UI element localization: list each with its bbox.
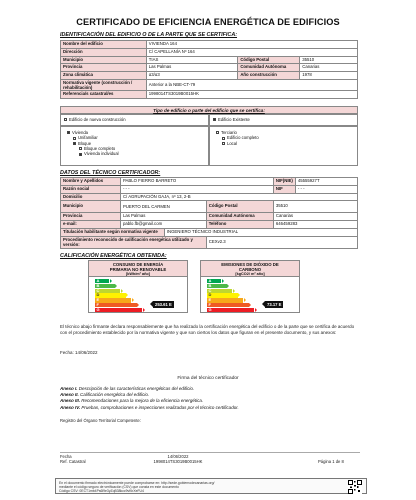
option-edificio-completo: Edificio completo [216, 135, 351, 140]
field-label: Comunidad Autónoma [238, 64, 300, 72]
declaration-text: El técnico abajo firmante declara responsablemente que ha realizado la certificación energética del edificio o de la parte que se certifica de acuerdo con el procedimiento establecido por la normativa vigente y que son ciertos los datos que figuran en el presente documento, y sus anexos: [60, 324, 355, 335]
table-row [61, 201, 358, 213]
table-row [61, 72, 358, 80]
field-value: - - - [120, 185, 273, 193]
field-label: Municipio [61, 56, 147, 64]
scale-bar-d: D [95, 293, 126, 297]
field-label: Domicilio [61, 193, 121, 201]
table-row [61, 79, 358, 90]
field-label: Teléfono [206, 221, 273, 229]
building-type-heading: Tipo de edificio o parte del edificio que se certifica: [60, 106, 358, 114]
residential-options [60, 126, 209, 166]
checkbox [73, 137, 76, 140]
qr-code-icon [348, 480, 362, 494]
energy-scale-bars [95, 279, 155, 313]
field-label: Titulación habilitante según normativa vigente [61, 228, 165, 236]
field-value: Canarias [300, 64, 358, 72]
csv-text: En el documento firmado electrónicamente puede comprobarse en: http://sede.gobiernodecanarias.org/ mediante el código seguro de verificación (CSV) que consta en este documento Código CSV: 0ECT1mb4Ps6l9e3yZqB38kcc9vKbXeFU4 [59, 480, 215, 494]
signature-label: Firma del técnico certificador [177, 376, 239, 381]
table-row [61, 221, 358, 229]
table-row [61, 56, 358, 64]
declaration-date: Fecha: 14/06/2022 [60, 350, 98, 355]
footer-divider [60, 452, 360, 453]
field-value: TIAS [146, 56, 238, 64]
energy-scale-header: CONSUMO DE ENERGÍA PRIMARIA NO RENOVABLE [kWh/m² año] [89, 261, 187, 277]
option-vivienda: Vivienda [67, 130, 202, 135]
field-value: PUERTO DEL CARMEN [120, 201, 206, 213]
footer-left: Fecha Ref. Catastral [60, 454, 86, 465]
field-value: PABLO FIERRO BARRETO [120, 178, 273, 186]
list-item: Anexo II. Calificación energética del edificio. [60, 392, 150, 398]
scale-bar-b: B [207, 284, 227, 288]
field-label: Provincia [61, 64, 147, 72]
list-item: Anexo I. Descripción de las características energéticas del edificio. [60, 386, 195, 391]
checkbox [222, 142, 225, 145]
field-label: Nombre del edificio [61, 41, 147, 49]
option-vivienda-individual: Vivienda individual [67, 151, 202, 156]
field-label: Referencia/s catastral/es [61, 90, 147, 98]
scale-bar-g: G [95, 308, 142, 312]
option-new-building [60, 114, 209, 126]
field-label: Año construcción [238, 72, 300, 80]
table-row [61, 90, 358, 98]
scale-bar-d: D [207, 293, 238, 297]
csv-verification-box [55, 478, 367, 494]
field-value: Canarias [273, 213, 357, 221]
field-label: Normativa vigente (construcción / rehabilitación) [61, 79, 147, 90]
co2-scale-header: EMISIONES DE DIÓXIDO DE CARBONO [kgCO2/ m² año] [201, 261, 299, 277]
field-label: Código Postal [238, 56, 300, 64]
field-value: C/ CAPELLANÍA Nº 164 [146, 48, 357, 56]
checkbox [79, 147, 82, 150]
field-value: 35510 [300, 56, 358, 64]
co2-rating-indicator: 73.17 E [267, 302, 282, 307]
field-label: Municipio [61, 201, 121, 213]
field-value: 35510 [273, 201, 357, 213]
checkbox [222, 137, 225, 140]
table-row [61, 228, 358, 236]
table-row [61, 64, 358, 72]
field-label: e-mail: [61, 221, 121, 229]
table-row [61, 48, 358, 56]
table-row [61, 178, 358, 186]
scale-bar-c: C [95, 289, 120, 293]
scale-bar-e: E [95, 298, 131, 302]
registry-label: Registro del Órgano Territorial Competente: [60, 418, 141, 423]
identification-table [60, 40, 358, 99]
option-existing-building [209, 114, 358, 126]
checkbox-checked [67, 131, 70, 134]
section-calificacion-heading: CALIFICACIÓN ENERGÉTICA OBTENIDA: [60, 253, 167, 259]
page-title: CERTIFICADO DE EFICIENCIA ENERGÉTICA DE EDIFICIOS [76, 17, 340, 27]
section-identificacion-heading: IDENTIFICACIÓN DEL EDIFICIO O DE LA PARTE QUE SE CERTIFICA: [60, 32, 238, 38]
field-label: Razón social [61, 185, 121, 193]
scale-bar-g: G [207, 308, 254, 312]
energy-consumption-scale [88, 260, 188, 313]
option-bloque-completo: Bloque completo [67, 146, 202, 151]
field-value: 646459283 [273, 221, 357, 229]
scale-bar-f: F [207, 303, 249, 307]
scale-bar-b: B [95, 284, 115, 288]
field-label: Dirección [61, 48, 147, 56]
annex-list [60, 386, 360, 411]
field-label: Procedimiento reconocido de calificación energética utilizado y versión: [61, 236, 207, 248]
field-label: Zona climática [61, 72, 147, 80]
field-value: CEXv2.3 [206, 236, 357, 248]
table-row [61, 193, 358, 201]
table-row [61, 185, 358, 193]
field-label: Comunidad Autónoma [206, 213, 273, 221]
field-value: 1978 [300, 72, 358, 80]
field-value: 45555927T [295, 178, 357, 186]
footer-center: 14/06/2022 1998014TS3019B0015HK [153, 454, 203, 465]
field-label: NIF [273, 185, 295, 193]
checkbox [64, 118, 67, 121]
field-label: Nombre y Apellidos [61, 178, 121, 186]
checkbox-checked [73, 142, 76, 145]
table-row [61, 41, 358, 49]
option-local: Local [216, 141, 351, 146]
option-label: Edificio Existente [218, 117, 250, 122]
energy-rating-indicator: 253.61 E [155, 302, 172, 307]
table-row [61, 213, 358, 221]
tertiary-options [209, 126, 358, 166]
list-item: Anexo III. Recomendaciones para la mejora de la eficiencia energética. [60, 398, 204, 404]
checkbox [216, 131, 219, 134]
field-value: C/ AGRUPACIÓN GAJA, nº 13, 2-B [120, 193, 357, 201]
scale-bar-f: F [95, 303, 137, 307]
field-label: NIF(NIE) [273, 178, 295, 186]
field-value: - - - [295, 185, 357, 193]
co2-emissions-scale [200, 260, 300, 313]
field-value: Las Palmas [120, 213, 206, 221]
technician-table [60, 177, 358, 249]
field-value: Anterior a la NBE-CT-79 [146, 79, 357, 90]
checkbox-checked [213, 118, 216, 121]
scale-bar-a: A [207, 279, 221, 283]
scale-bar-e: E [207, 298, 243, 302]
field-value: VIVIENDA 164 [146, 41, 357, 49]
field-label: Código Postal [206, 201, 273, 213]
field-value: INGENIERO TÉCNICO INDUSTRIAL [164, 228, 357, 236]
table-row [61, 236, 358, 248]
page-number: Página 1 de 8 [318, 459, 344, 464]
field-value: α3/α3 [146, 72, 238, 80]
scale-bar-c: C [207, 289, 232, 293]
field-value: 1998014TS3019B0015HK [146, 90, 357, 98]
list-item: Anexo IV. Pruebas, comprobaciones e inspecciones realizadas por el técnico certificador. [60, 404, 239, 410]
checkbox-checked [79, 153, 82, 156]
co2-scale-bars [207, 279, 267, 313]
option-unifamiliar: Unifamiliar [67, 135, 202, 140]
section-tecnico-heading: DATOS DEL TÉCNICO CERTIFICADOR: [60, 170, 161, 176]
scale-bar-a: A [95, 279, 109, 283]
option-label: Edificio de nueva construcción [69, 117, 126, 122]
field-value: pablo.fb@gmail.com [120, 221, 206, 229]
option-bloque: Bloque [67, 141, 202, 146]
field-label: Provincia [61, 213, 121, 221]
field-value: Las Palmas [146, 64, 238, 72]
option-terciario: Terciario [216, 130, 351, 135]
